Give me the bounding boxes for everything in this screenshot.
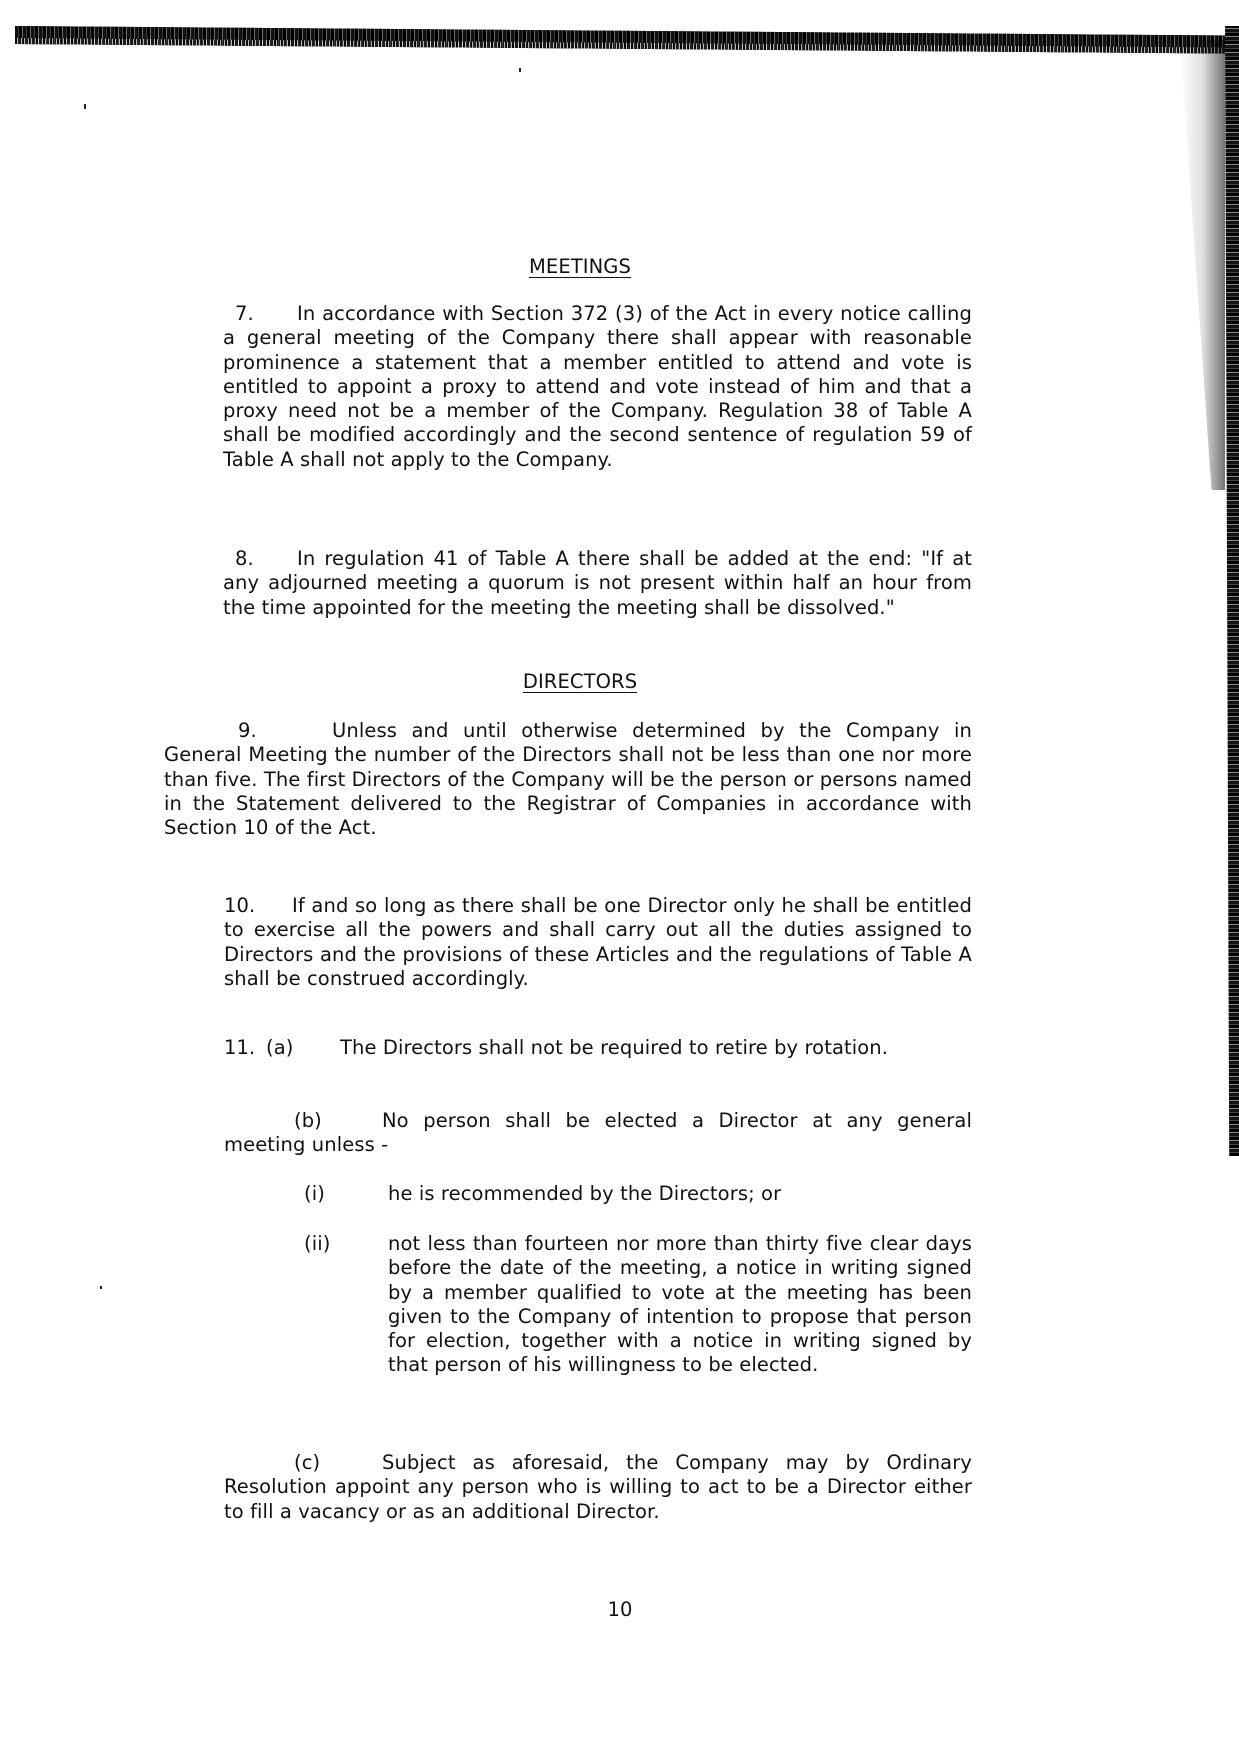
scan-speck bbox=[100, 1286, 102, 1289]
item-text: not less than fourteen nor more than thirty five clear days before the date of the meeting, a notice in writing signed by a member qualified to vote at the meeting has been given to the Company of intention to propose that person for election, together with a notice in writing signed by that person of his willingness to be elected. bbox=[388, 1232, 972, 1377]
article-7 bbox=[223, 302, 972, 472]
item-text: he is recommended by the Directors; or bbox=[388, 1182, 782, 1205]
subclause-text: Subject as aforesaid, the Company may by Ordinary Resolution appoint any person who is willing to act to be a Director either to fill a vacancy or as an additional Director. bbox=[224, 1451, 972, 1523]
item-label: (i) bbox=[304, 1182, 325, 1205]
subclause-text: The Directors shall not be required to retire by rotation. bbox=[340, 1036, 889, 1059]
scan-right-shadow bbox=[1180, 40, 1225, 490]
item-label: (ii) bbox=[304, 1232, 331, 1255]
article-number: 7. bbox=[235, 302, 254, 325]
article-11b bbox=[224, 1109, 972, 1158]
section-heading-meetings: MEETINGS bbox=[528, 255, 631, 278]
page-number: 10 bbox=[607, 1598, 633, 1621]
article-9 bbox=[164, 719, 972, 840]
article-number: 10. bbox=[224, 894, 256, 917]
article-text: If and so long as there shall be one Director only he shall be entitled to exercise all the powers and shall carry out all the duties assigned to Directors and the provisions of these Articles and the regulations of Table A shall be construed accordingly. bbox=[224, 894, 972, 990]
section-heading-directors: DIRECTORS bbox=[522, 670, 638, 693]
scan-speck bbox=[84, 104, 86, 109]
article-11a bbox=[224, 1036, 972, 1060]
article-11b-ii bbox=[304, 1232, 972, 1378]
article-number: 8. bbox=[235, 547, 254, 570]
article-10 bbox=[224, 894, 972, 991]
article-text: In regulation 41 of Table A there shall be added at the end: "If at any adjourned meeting a quorum is not present within half an hour from the time appointed for the meeting the meeting shall be dissolved." bbox=[223, 547, 972, 619]
scan-top-edge bbox=[15, 26, 1230, 54]
article-8 bbox=[223, 547, 972, 620]
article-text: In accordance with Section 372 (3) of the Act in every notice calling a general meeting of the Company there shall appear with reasonable prominence a statement that a member entitled to attend and vote is entitled to appoint a proxy to attend and vote instead of him and that a proxy need not be a member of the Company. Regulation 38 of Table A shall be modified accordingly and the second sentence of regulation 59 of Table A shall not apply to the Company. bbox=[223, 302, 972, 471]
article-text: Unless and until otherwise determined by the Company in General Meeting the number of the Directors shall not be less than one nor more than five. The first Directors of the Company will be the person or persons named in the Statement delivered to the Registrar of Companies in accordance with Section 10 of the Act. bbox=[164, 719, 972, 840]
scan-speck bbox=[519, 68, 521, 72]
subclause-label: (c) bbox=[294, 1451, 321, 1474]
article-number: 11. bbox=[224, 1036, 256, 1059]
article-11c bbox=[224, 1451, 972, 1524]
subclause-label: (a) bbox=[266, 1036, 294, 1059]
subclause-label: (b) bbox=[294, 1109, 322, 1132]
subclause-text: No person shall be elected a Director at any general meeting unless - bbox=[224, 1109, 972, 1157]
article-number: 9. bbox=[238, 719, 257, 742]
article-11b-i bbox=[304, 1182, 972, 1206]
scan-right-edge bbox=[1225, 26, 1239, 1156]
